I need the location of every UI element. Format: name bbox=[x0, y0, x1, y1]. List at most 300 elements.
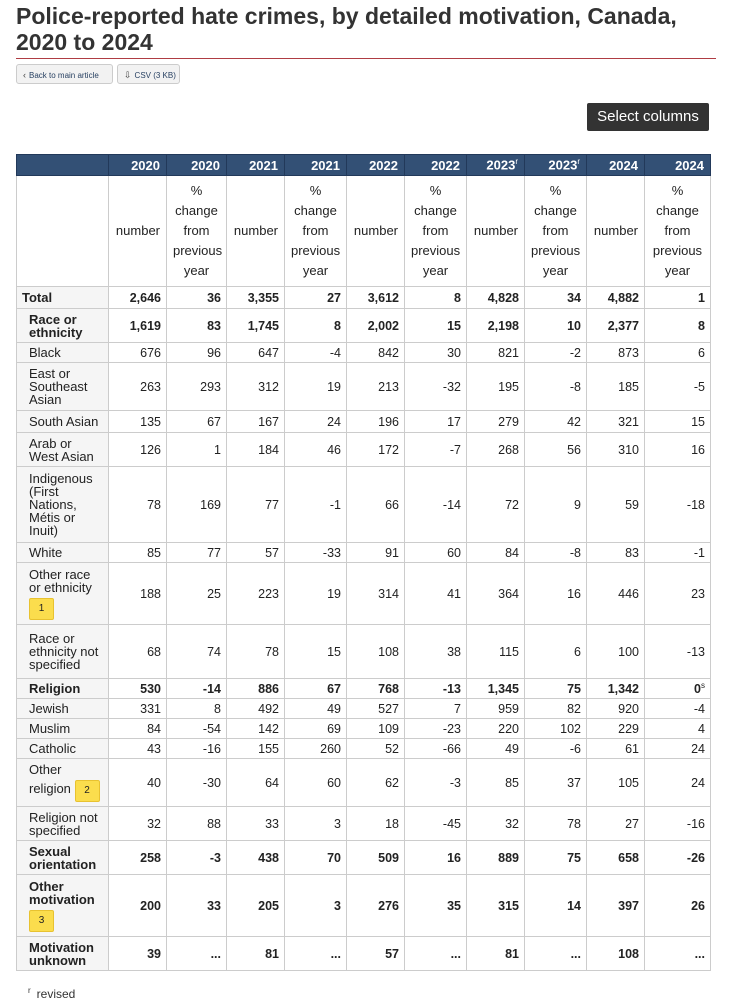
cell-value: 842 bbox=[378, 345, 399, 360]
table-cell bbox=[645, 563, 711, 625]
table-cell bbox=[109, 411, 167, 433]
table-row bbox=[17, 699, 711, 719]
row-label: Sexual orientation bbox=[29, 843, 97, 872]
unit-pct-word: year bbox=[302, 263, 329, 278]
table-row bbox=[17, 739, 711, 759]
table-cell bbox=[109, 739, 167, 759]
table-cell bbox=[109, 719, 167, 739]
row-label: Arab or West Asian bbox=[29, 435, 94, 464]
table-cell bbox=[109, 543, 167, 563]
table-row bbox=[17, 309, 711, 343]
cell-value: -16 bbox=[202, 741, 221, 756]
cell-value: 126 bbox=[140, 442, 161, 457]
cell-value: 6 bbox=[698, 345, 705, 360]
cell-value: 66 bbox=[385, 497, 399, 512]
cell-value: 57 bbox=[385, 946, 399, 961]
table-body bbox=[17, 287, 711, 971]
year-header-3 bbox=[285, 155, 347, 176]
cell-value: 96 bbox=[207, 345, 221, 360]
row-header bbox=[17, 563, 109, 625]
cell-value: -5 bbox=[693, 379, 705, 394]
year-header-6 bbox=[467, 155, 525, 176]
table-cell bbox=[525, 411, 587, 433]
unit-pct-word: previous bbox=[411, 243, 461, 258]
cell-value: -18 bbox=[686, 497, 705, 512]
table-cell bbox=[587, 343, 645, 363]
table-cell bbox=[405, 807, 467, 841]
cell-value: 135 bbox=[140, 414, 161, 429]
cell-value: -3 bbox=[449, 775, 461, 790]
table-cell bbox=[347, 739, 405, 759]
row-label: Race or ethnicity not specified bbox=[29, 631, 99, 672]
cell-value: 14 bbox=[567, 898, 581, 913]
row-header bbox=[17, 411, 109, 433]
row-header bbox=[17, 739, 109, 759]
table-cell bbox=[587, 841, 645, 875]
unit-pct-word: from bbox=[183, 223, 210, 238]
table-cell bbox=[467, 433, 525, 467]
unit-pct-word: % bbox=[671, 183, 684, 198]
cell-value: 19 bbox=[327, 586, 341, 601]
table-cell bbox=[645, 411, 711, 433]
unit-pct-word: % bbox=[190, 183, 203, 198]
table-cell bbox=[405, 937, 467, 971]
cell-value: 167 bbox=[258, 414, 279, 429]
cell-value: 40 bbox=[147, 775, 161, 790]
row-header bbox=[17, 937, 109, 971]
cell-value: 27 bbox=[625, 816, 639, 831]
table-row bbox=[17, 759, 711, 807]
row-header bbox=[17, 309, 109, 343]
table-cell bbox=[525, 679, 587, 699]
cell-value: 49 bbox=[505, 741, 519, 756]
cell-value: 15 bbox=[327, 644, 341, 659]
table-cell bbox=[405, 841, 467, 875]
row-label: Indigenous (First Nations, Métis or Inuit) bbox=[29, 471, 93, 538]
table-cell bbox=[285, 433, 347, 467]
unit-pct-change-header bbox=[167, 176, 227, 287]
table-cell bbox=[587, 411, 645, 433]
select-columns-button[interactable]: Select columns bbox=[587, 103, 709, 131]
table-cell bbox=[167, 841, 227, 875]
cell-value: 81 bbox=[265, 946, 279, 961]
row-label: Other religion bbox=[29, 762, 71, 796]
table-cell bbox=[109, 679, 167, 699]
revised-mark: r bbox=[515, 157, 518, 167]
csv-download-button[interactable] bbox=[117, 64, 180, 84]
table-cell bbox=[109, 875, 167, 937]
cell-value: 67 bbox=[207, 414, 221, 429]
table-cell bbox=[167, 363, 227, 411]
cell-value: 17 bbox=[447, 414, 461, 429]
table-cell bbox=[587, 875, 645, 937]
cell-value: 60 bbox=[447, 545, 461, 560]
cell-value: 15 bbox=[691, 414, 705, 429]
table-cell bbox=[167, 411, 227, 433]
unit-pct-change-header bbox=[285, 176, 347, 287]
cell-value: 16 bbox=[691, 442, 705, 457]
cell-value: 200 bbox=[140, 898, 161, 913]
year-header-row bbox=[17, 155, 711, 176]
table-cell bbox=[645, 719, 711, 739]
row-header bbox=[17, 343, 109, 363]
table-cell bbox=[525, 841, 587, 875]
row-label: Muslim bbox=[29, 721, 71, 736]
cell-value: 397 bbox=[618, 898, 639, 913]
cell-value: 100 bbox=[618, 644, 639, 659]
row-label: White bbox=[29, 545, 63, 560]
unit-pct-word: change bbox=[656, 203, 699, 218]
table-cell bbox=[167, 287, 227, 309]
cell-value: 3,355 bbox=[247, 290, 279, 305]
table-cell bbox=[587, 433, 645, 467]
cell-value: 10 bbox=[567, 318, 581, 333]
table-cell bbox=[525, 719, 587, 739]
table-cell bbox=[227, 343, 285, 363]
cell-value: 2,198 bbox=[487, 318, 519, 333]
unit-pct-word: from bbox=[302, 223, 329, 238]
cell-value: 196 bbox=[378, 414, 399, 429]
cell-value: -13 bbox=[442, 681, 461, 696]
cell-value: 67 bbox=[327, 681, 341, 696]
table-cell bbox=[109, 937, 167, 971]
cell-value: 658 bbox=[618, 850, 639, 865]
table-cell bbox=[645, 363, 711, 411]
table-cell bbox=[645, 679, 711, 699]
cell-value: 293 bbox=[200, 379, 221, 394]
unit-pct-word: from bbox=[664, 223, 691, 238]
cell-value: -1 bbox=[693, 545, 705, 560]
row-label: Religion not specified bbox=[29, 809, 98, 838]
table-cell bbox=[405, 875, 467, 937]
table-cell bbox=[525, 699, 587, 719]
cell-value: 57 bbox=[265, 545, 279, 560]
cell-value: 35 bbox=[447, 898, 461, 913]
cell-value: 75 bbox=[567, 850, 581, 865]
table-cell bbox=[467, 875, 525, 937]
table-cell bbox=[167, 807, 227, 841]
cell-value: 75 bbox=[567, 681, 581, 696]
cell-value: 1 bbox=[698, 290, 705, 305]
footnote-badge-2[interactable]: 2 bbox=[75, 780, 100, 802]
cell-value: 959 bbox=[498, 701, 519, 716]
cell-value: 85 bbox=[505, 775, 519, 790]
cell-value: 279 bbox=[498, 414, 519, 429]
cell-value: 83 bbox=[625, 545, 639, 560]
table-cell bbox=[645, 467, 711, 543]
table-cell bbox=[405, 719, 467, 739]
cell-value: 2,002 bbox=[367, 318, 399, 333]
cell-value: 64 bbox=[265, 775, 279, 790]
table-cell bbox=[109, 467, 167, 543]
row-header bbox=[17, 841, 109, 875]
table-cell bbox=[525, 287, 587, 309]
cell-value: 312 bbox=[258, 379, 279, 394]
unit-pct-word: % bbox=[549, 183, 562, 198]
table-cell bbox=[645, 699, 711, 719]
footnote-badge-1[interactable]: 1 bbox=[29, 598, 54, 620]
table-cell bbox=[467, 625, 525, 679]
cell-value: 19 bbox=[327, 379, 341, 394]
cell-value: 768 bbox=[378, 681, 399, 696]
year-header-7 bbox=[525, 155, 587, 176]
unit-number-header bbox=[587, 176, 645, 287]
cell-value: 0 bbox=[694, 682, 701, 697]
table-cell bbox=[109, 343, 167, 363]
table-cell bbox=[467, 543, 525, 563]
table-cell bbox=[525, 433, 587, 467]
table-cell bbox=[587, 625, 645, 679]
cell-value: 68 bbox=[147, 644, 161, 659]
table-row bbox=[17, 841, 711, 875]
table-row bbox=[17, 287, 711, 309]
table-cell bbox=[227, 467, 285, 543]
cell-value: -23 bbox=[442, 721, 461, 736]
footnote bbox=[28, 986, 75, 1001]
cell-value: 8 bbox=[334, 318, 341, 333]
table-cell bbox=[467, 309, 525, 343]
table-cell bbox=[285, 739, 347, 759]
row-header bbox=[17, 433, 109, 467]
row-header bbox=[17, 363, 109, 411]
cell-value: 331 bbox=[140, 701, 161, 716]
table-row bbox=[17, 807, 711, 841]
table-row bbox=[17, 875, 711, 937]
cell-value: 24 bbox=[691, 741, 705, 756]
table-cell bbox=[109, 363, 167, 411]
cell-value: 78 bbox=[265, 644, 279, 659]
table-cell bbox=[227, 841, 285, 875]
cell-value: 16 bbox=[567, 586, 581, 601]
cell-value: 102 bbox=[560, 721, 581, 736]
cell-value: 1,745 bbox=[247, 318, 279, 333]
cell-value: 229 bbox=[618, 721, 639, 736]
table-cell bbox=[285, 841, 347, 875]
unit-pct-word: % bbox=[429, 183, 442, 198]
cell-value: 72 bbox=[505, 497, 519, 512]
year-header-2 bbox=[227, 155, 285, 176]
cell-value: 77 bbox=[265, 497, 279, 512]
table-cell bbox=[227, 719, 285, 739]
unit-number-label: number bbox=[593, 223, 638, 238]
row-header bbox=[17, 807, 109, 841]
unit-pct-word: year bbox=[422, 263, 449, 278]
cell-value: 889 bbox=[498, 850, 519, 865]
cell-value: 527 bbox=[378, 701, 399, 716]
cell-value: 873 bbox=[618, 345, 639, 360]
table-cell bbox=[347, 543, 405, 563]
table-row bbox=[17, 467, 711, 543]
cell-value: 49 bbox=[327, 701, 341, 716]
footnote-text: revised bbox=[36, 987, 76, 1001]
table-cell bbox=[285, 937, 347, 971]
unit-pct-word: year bbox=[183, 263, 210, 278]
table-cell bbox=[347, 875, 405, 937]
table-cell bbox=[587, 807, 645, 841]
cell-value: 74 bbox=[207, 644, 221, 659]
back-button-label: Back to main article bbox=[29, 71, 99, 80]
footnote-badge-3[interactable]: 3 bbox=[29, 910, 54, 932]
cell-value: 78 bbox=[567, 816, 581, 831]
table-cell bbox=[405, 287, 467, 309]
year-label: 2020 bbox=[131, 157, 160, 173]
table-cell bbox=[587, 467, 645, 543]
table-cell bbox=[109, 807, 167, 841]
unit-pct-word: change bbox=[414, 203, 457, 218]
cell-value: 2,646 bbox=[129, 290, 161, 305]
table-cell bbox=[227, 807, 285, 841]
table-cell bbox=[227, 875, 285, 937]
table-row bbox=[17, 679, 711, 699]
table-cell bbox=[347, 719, 405, 739]
table-cell bbox=[645, 841, 711, 875]
cell-value: 4 bbox=[698, 721, 705, 736]
cell-value: 195 bbox=[498, 379, 519, 394]
table-cell bbox=[405, 563, 467, 625]
table-cell bbox=[467, 287, 525, 309]
table-cell bbox=[347, 841, 405, 875]
table-cell bbox=[587, 937, 645, 971]
table-cell bbox=[109, 433, 167, 467]
cell-value: 108 bbox=[378, 644, 399, 659]
cell-value: 8 bbox=[214, 701, 221, 716]
cell-value: 310 bbox=[618, 442, 639, 457]
row-header bbox=[17, 679, 109, 699]
table-cell bbox=[227, 411, 285, 433]
table-cell bbox=[285, 875, 347, 937]
table-cell bbox=[285, 563, 347, 625]
cell-value: 821 bbox=[498, 345, 519, 360]
cell-value: 37 bbox=[567, 775, 581, 790]
cell-value: 33 bbox=[265, 816, 279, 831]
table-cell bbox=[645, 759, 711, 807]
cell-value: 23 bbox=[691, 586, 705, 601]
cell-value: 43 bbox=[147, 741, 161, 756]
cell-value: 32 bbox=[505, 816, 519, 831]
cell-value: 60 bbox=[327, 775, 341, 790]
table-cell bbox=[167, 739, 227, 759]
unit-pct-word: % bbox=[309, 183, 322, 198]
year-header-0 bbox=[109, 155, 167, 176]
cell-value: 223 bbox=[258, 586, 279, 601]
table-cell bbox=[227, 937, 285, 971]
table-cell bbox=[405, 411, 467, 433]
year-label: 2024 bbox=[675, 157, 704, 173]
table-cell bbox=[227, 699, 285, 719]
cell-value: 84 bbox=[147, 721, 161, 736]
table-cell bbox=[525, 363, 587, 411]
table-cell bbox=[587, 679, 645, 699]
cell-value: -45 bbox=[442, 816, 461, 831]
unit-number-label: number bbox=[115, 223, 160, 238]
unit-pct-change-header bbox=[525, 176, 587, 287]
table-cell bbox=[227, 543, 285, 563]
table-cell bbox=[467, 719, 525, 739]
year-label: 2020 bbox=[191, 157, 220, 173]
cell-value: -54 bbox=[202, 721, 221, 736]
row-label: Total bbox=[22, 290, 53, 305]
cell-value: -66 bbox=[442, 741, 461, 756]
cell-value: 32 bbox=[147, 816, 161, 831]
table-cell bbox=[347, 411, 405, 433]
cell-value: -4 bbox=[329, 345, 341, 360]
table-cell bbox=[167, 563, 227, 625]
cell-value: 315 bbox=[498, 898, 519, 913]
table-cell bbox=[347, 343, 405, 363]
cell-value: 205 bbox=[258, 898, 279, 913]
cell-value: ... bbox=[570, 946, 581, 961]
row-header bbox=[17, 875, 109, 937]
table-cell bbox=[467, 563, 525, 625]
table-cell bbox=[285, 807, 347, 841]
cell-value: 39 bbox=[147, 946, 161, 961]
table-cell bbox=[347, 309, 405, 343]
row-header bbox=[17, 543, 109, 563]
unit-number-header bbox=[347, 176, 405, 287]
cell-value: -1 bbox=[329, 497, 341, 512]
table-cell bbox=[467, 759, 525, 807]
cell-value: 41 bbox=[447, 586, 461, 601]
cell-value: 7 bbox=[454, 701, 461, 716]
table-row bbox=[17, 937, 711, 971]
cell-value: 268 bbox=[498, 442, 519, 457]
year-label: 2021 bbox=[311, 157, 340, 173]
cell-value: 4,828 bbox=[487, 290, 519, 305]
cell-value: ... bbox=[450, 946, 461, 961]
cell-value: 321 bbox=[618, 414, 639, 429]
table-cell bbox=[467, 679, 525, 699]
unit-pct-change-header bbox=[645, 176, 711, 287]
cell-value: 8 bbox=[698, 318, 705, 333]
table-cell bbox=[285, 363, 347, 411]
value-flag: s bbox=[701, 680, 705, 690]
header-corner-blank bbox=[17, 176, 109, 287]
year-header-4 bbox=[347, 155, 405, 176]
table-cell bbox=[525, 309, 587, 343]
row-header bbox=[17, 467, 109, 543]
unit-pct-change-header bbox=[405, 176, 467, 287]
row-label: Motivation unknown bbox=[29, 939, 94, 968]
table-cell bbox=[587, 719, 645, 739]
unit-number-label: number bbox=[473, 223, 518, 238]
table-row bbox=[17, 343, 711, 363]
table-row bbox=[17, 563, 711, 625]
table-cell bbox=[285, 467, 347, 543]
cell-value: 6 bbox=[574, 644, 581, 659]
table-cell bbox=[525, 543, 587, 563]
table-cell bbox=[525, 759, 587, 807]
cell-value: 647 bbox=[258, 345, 279, 360]
cell-value: 16 bbox=[447, 850, 461, 865]
table-cell bbox=[227, 679, 285, 699]
cell-value: 115 bbox=[499, 644, 519, 659]
cell-value: -32 bbox=[442, 379, 461, 394]
table-cell bbox=[467, 699, 525, 719]
cell-value: 142 bbox=[258, 721, 279, 736]
back-to-main-article-button[interactable] bbox=[16, 64, 113, 84]
table-cell bbox=[405, 309, 467, 343]
cell-value: 213 bbox=[378, 379, 399, 394]
unit-number-label: number bbox=[233, 223, 278, 238]
table-cell bbox=[167, 937, 227, 971]
unit-pct-word: change bbox=[534, 203, 577, 218]
cell-value: 34 bbox=[567, 290, 581, 305]
cell-value: 1,345 bbox=[487, 681, 519, 696]
cell-value: 920 bbox=[618, 701, 639, 716]
table-cell bbox=[405, 739, 467, 759]
cell-value: -33 bbox=[322, 545, 341, 560]
row-header bbox=[17, 287, 109, 309]
